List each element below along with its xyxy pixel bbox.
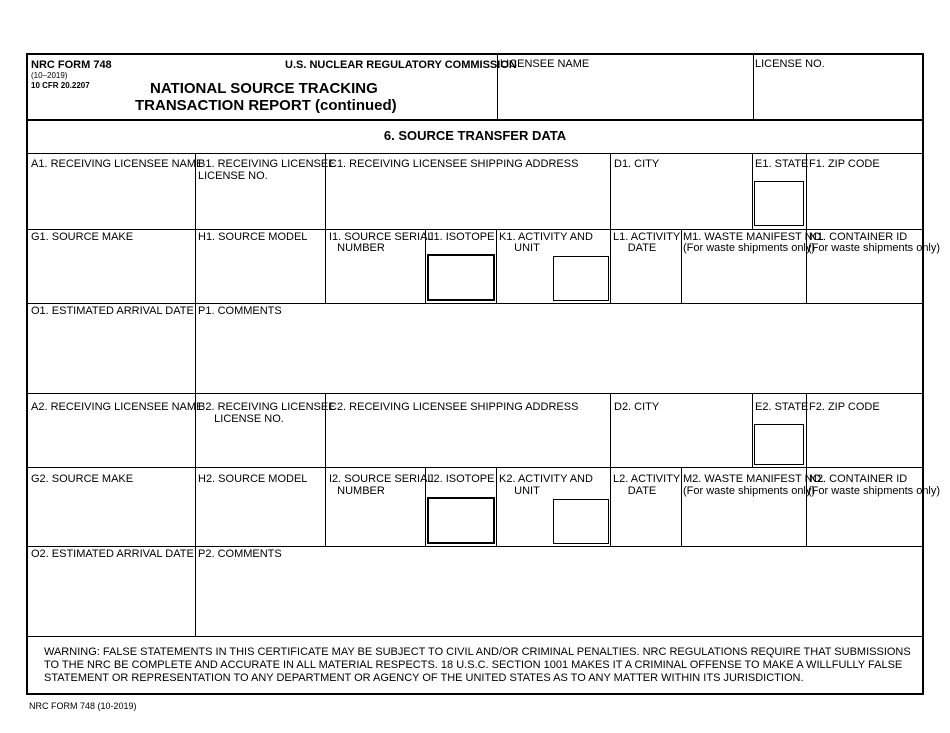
g2-label: G2. SOURCE MAKE [31,473,134,485]
p1-comments-field[interactable] [197,318,921,391]
k2-label-line1: K2. ACTIVITY AND [499,473,593,485]
form-id: NRC FORM 748 [31,59,112,71]
g1-label: G1. SOURCE MAKE [31,231,134,243]
o1-label: O1. ESTIMATED ARRIVAL DATE [31,305,194,317]
k2-unit-field[interactable] [553,499,609,544]
form-title-line2: TRANSACTION REPORT (continued) [135,97,397,114]
k1-label-line2: UNIT [514,242,540,254]
j2-isotope-field[interactable] [427,497,495,544]
l1-label-line1: L1. ACTIVITY [613,231,681,243]
b2-label-line1: B2. RECEIVING LICENSEE [198,401,336,413]
cfr-reference: 10 CFR 20.2207 [31,81,90,90]
a1-label: A1. RECEIVING LICENSEE NAME [31,158,204,170]
i2-label-line1: I2. SOURCE SERIAL [329,473,434,485]
b1-label-line1: B1. RECEIVING LICENSEE [198,158,336,170]
section-title: 6. SOURCE TRANSFER DATA [383,128,567,143]
m1-label-line1: M1. WASTE MANIFEST NO. [683,231,825,243]
f2-label: F2. ZIP CODE [809,401,880,413]
l2-label-line1: L2. ACTIVITY [613,473,681,485]
license-no-label: LICENSE NO. [755,58,825,70]
h1-label: H1. SOURCE MODEL [198,231,308,243]
h2-label: H2. SOURCE MODEL [198,473,308,485]
j2-label: J2. ISOTOPE [428,473,495,485]
k2-label-line2: UNIT [514,485,540,497]
footer-form-id: NRC FORM 748 (10-2019) [29,701,137,711]
licensee-name-label: LICENSEE NAME [500,58,590,70]
form-revision: (10–2019) [31,71,68,80]
d1-label: D1. CITY [614,158,660,170]
k1-label-line1: K1. ACTIVITY AND [499,231,593,243]
c2-label: C2. RECEIVING LICENSEE SHIPPING ADDRESS [329,401,579,413]
e2-label: E2. STATE [755,401,809,413]
m2-label-line1: M2. WASTE MANIFEST NO. [683,473,825,485]
form-title-line1: NATIONAL SOURCE TRACKING [150,80,378,97]
e1-label: E1. STATE [755,158,809,170]
n1-label-line1: N1. CONTAINER ID [809,231,908,243]
k1-unit-field[interactable] [553,256,609,301]
l2-label-line2: DATE [627,485,657,497]
n1-label-line2: (For waste shipments only) [808,242,941,254]
i2-label-line2: NUMBER [337,485,385,497]
n2-label-line1: N2. CONTAINER ID [809,473,908,485]
j1-label: J1. ISOTOPE [428,231,495,243]
b1-label-line2: LICENSE NO. [198,170,268,182]
p2-label: P2. COMMENTS [198,548,282,560]
p2-comments-field[interactable] [197,561,921,635]
i1-label-line1: I1. SOURCE SERIAL [329,231,434,243]
i1-label-line2: NUMBER [337,242,385,254]
licensee-name-field[interactable] [498,72,752,118]
e1-state-field[interactable] [754,181,804,226]
a2-label: A2. RECEIVING LICENSEE NAME [31,401,204,413]
warning-text: WARNING: FALSE STATEMENTS IN THIS CERTIFICATE MAY BE SUBJECT TO CIVIL AND/OR CRIMINAL PENALTIES. NRC REGULATIONS REQUIRE THAT SUBMISSIONS TO THE NRC BE COMPLETE AND ACCURATE IN ALL MATERIAL RESPECTS. 18 U.S.C. SECTION 1001 MAKES IT A CRIMINAL OFFENSE TO MAKE A WILLFULLY FALSE STATEMENT OR REPRESENTATION TO ANY DEPARTMENT OR AGENCY OF THE UNITED STATES AS TO ANY MATTER WITHIN ITS JURISDICTION. [44,646,911,684]
c1-label: C1. RECEIVING LICENSEE SHIPPING ADDRESS [329,158,579,170]
license-no-field[interactable] [754,72,922,118]
j1-isotope-field[interactable] [427,254,495,301]
l1-label-line2: DATE [627,242,657,254]
p1-label: P1. COMMENTS [198,305,282,317]
o2-label: O2. ESTIMATED ARRIVAL DATE [31,548,194,560]
d2-label: D2. CITY [614,401,660,413]
b2-label-line2: LICENSE NO. [214,413,284,425]
f1-label: F1. ZIP CODE [809,158,880,170]
e2-state-field[interactable] [754,424,804,465]
n2-label-line2: (For waste shipments only) [808,485,941,497]
m2-label-line2: (For waste shipments only) [683,485,816,497]
m1-label-line2: (For waste shipments only) [683,242,816,254]
agency-name: U.S. NUCLEAR REGULATORY COMMISSION [285,59,517,71]
